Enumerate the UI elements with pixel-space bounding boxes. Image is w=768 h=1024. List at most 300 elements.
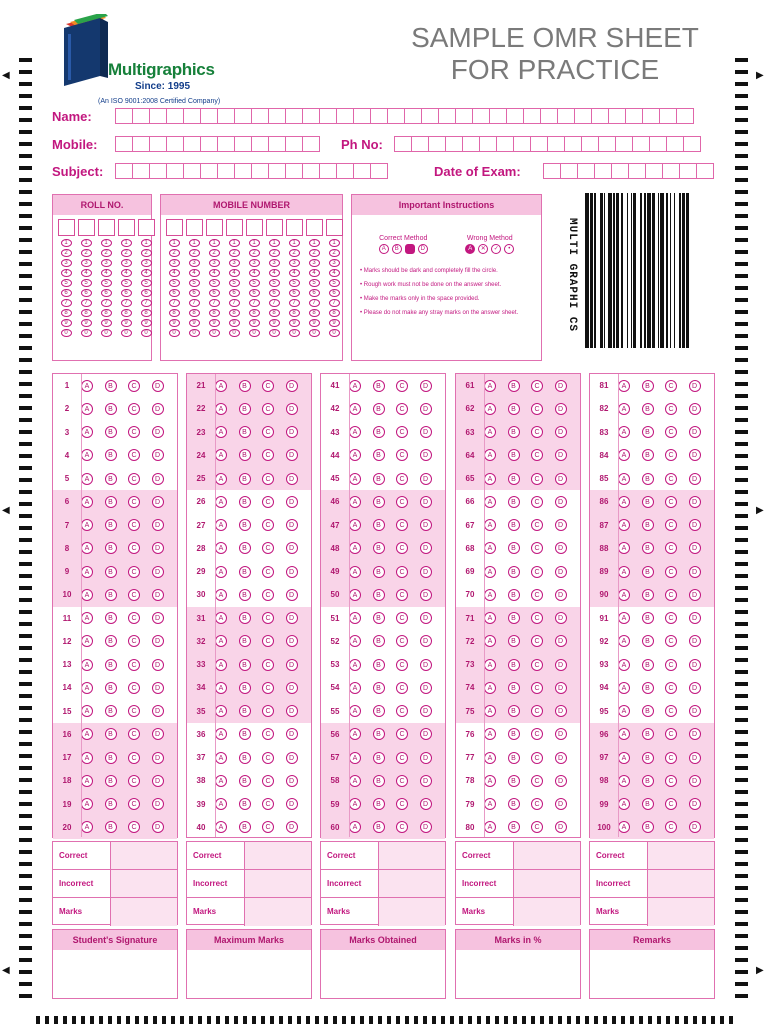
digit-bubble[interactable]: 3 (249, 259, 260, 267)
answer-bubble[interactable]: A (215, 775, 227, 787)
answer-bubble[interactable]: A (215, 566, 227, 578)
digit-bubble[interactable]: 5 (169, 279, 180, 287)
digit-bubble[interactable]: 8 (269, 309, 280, 317)
answer-bubble[interactable]: C (128, 426, 140, 438)
answer-bubble[interactable]: D (420, 798, 432, 810)
write-box[interactable] (268, 136, 286, 152)
answer-bubble[interactable]: A (618, 542, 630, 554)
answer-bubble[interactable]: A (81, 682, 93, 694)
digit-bubble[interactable]: 0 (189, 329, 200, 337)
answer-bubble[interactable]: A (81, 659, 93, 671)
answer-bubble[interactable]: D (152, 798, 164, 810)
answer-bubble[interactable]: A (618, 403, 630, 415)
answer-bubble[interactable]: D (555, 519, 567, 531)
answer-bubble[interactable]: B (105, 426, 117, 438)
answer-bubble[interactable]: B (373, 519, 385, 531)
answer-bubble[interactable]: A (349, 426, 361, 438)
answer-bubble[interactable]: C (262, 821, 274, 833)
answer-bubble[interactable]: B (508, 612, 520, 624)
write-box[interactable] (666, 136, 684, 152)
answer-bubble[interactable]: A (484, 496, 496, 508)
answer-bubble[interactable]: D (152, 449, 164, 461)
answer-bubble[interactable]: B (239, 426, 251, 438)
answer-bubble[interactable]: D (420, 542, 432, 554)
digit-bubble[interactable]: 7 (141, 299, 152, 307)
answer-bubble[interactable]: C (128, 728, 140, 740)
write-box[interactable] (547, 136, 565, 152)
answer-bubble[interactable]: C (531, 426, 543, 438)
answer-bubble[interactable]: A (484, 566, 496, 578)
digit-bubble[interactable]: 0 (141, 329, 152, 337)
answer-bubble[interactable]: A (618, 821, 630, 833)
answer-bubble[interactable]: D (152, 566, 164, 578)
answer-bubble[interactable]: B (105, 380, 117, 392)
roll-no-bubble-grid[interactable] (57, 219, 155, 339)
write-box[interactable] (404, 108, 422, 124)
write-box[interactable] (438, 108, 456, 124)
digit-bubble[interactable]: 0 (61, 329, 72, 337)
digit-bubble[interactable]: 3 (141, 259, 152, 267)
summary-box[interactable] (186, 929, 312, 999)
answer-bubble[interactable]: B (508, 403, 520, 415)
write-box[interactable] (149, 108, 167, 124)
answer-bubble[interactable]: A (618, 612, 630, 624)
digit-bubble[interactable]: 1 (189, 239, 200, 247)
answer-bubble[interactable]: C (531, 798, 543, 810)
digit-bubble[interactable]: 6 (141, 289, 152, 297)
answer-bubble[interactable]: D (152, 775, 164, 787)
answer-bubble[interactable]: B (373, 775, 385, 787)
answer-bubble[interactable]: B (239, 821, 251, 833)
write-box[interactable] (353, 163, 371, 179)
answer-bubble[interactable]: A (618, 589, 630, 601)
write-box[interactable] (696, 163, 714, 179)
digit-bubble[interactable]: 5 (189, 279, 200, 287)
write-box[interactable] (645, 163, 663, 179)
answer-bubble[interactable]: A (215, 821, 227, 833)
answer-bubble[interactable]: D (420, 775, 432, 787)
answer-bubble[interactable]: D (689, 728, 701, 740)
write-box[interactable] (523, 108, 541, 124)
write-box[interactable] (183, 136, 201, 152)
answer-bubble[interactable]: A (349, 728, 361, 740)
answer-bubble[interactable]: C (665, 705, 677, 717)
answer-bubble[interactable]: A (484, 752, 496, 764)
answer-bubble[interactable]: D (555, 496, 567, 508)
answer-bubble[interactable]: C (128, 519, 140, 531)
answer-bubble[interactable]: B (508, 752, 520, 764)
answer-bubble[interactable]: D (689, 380, 701, 392)
write-box[interactable] (166, 136, 184, 152)
digit-bubble[interactable]: 9 (121, 319, 132, 327)
digit-bubble[interactable]: 7 (209, 299, 220, 307)
answer-bubble[interactable]: D (152, 380, 164, 392)
answer-bubble[interactable]: C (128, 635, 140, 647)
answer-bubble[interactable]: D (689, 775, 701, 787)
answer-bubble[interactable]: B (642, 519, 654, 531)
answer-bubble[interactable]: C (128, 682, 140, 694)
answer-bubble[interactable]: A (618, 705, 630, 717)
answer-bubble[interactable]: A (215, 380, 227, 392)
answer-bubble[interactable]: C (531, 380, 543, 392)
digit-bubble[interactable]: 8 (229, 309, 240, 317)
answer-bubble[interactable]: B (373, 566, 385, 578)
answer-bubble[interactable]: D (689, 589, 701, 601)
answer-bubble[interactable]: D (152, 659, 164, 671)
digit-bubble[interactable]: 6 (101, 289, 112, 297)
write-box[interactable] (608, 108, 626, 124)
digit-bubble[interactable]: 4 (209, 269, 220, 277)
answer-bubble[interactable]: C (128, 380, 140, 392)
answer-bubble[interactable]: B (239, 635, 251, 647)
digit-bubble[interactable]: 4 (249, 269, 260, 277)
digit-bubble[interactable]: 5 (121, 279, 132, 287)
answer-bubble[interactable]: B (642, 496, 654, 508)
answer-bubble[interactable]: B (105, 519, 117, 531)
digit-bubble[interactable]: 6 (309, 289, 320, 297)
answer-bubble[interactable]: A (618, 728, 630, 740)
answer-bubble[interactable]: C (128, 589, 140, 601)
answer-bubble[interactable]: C (396, 612, 408, 624)
write-box[interactable] (319, 108, 337, 124)
digit-bubble[interactable]: 6 (209, 289, 220, 297)
digit-bubble[interactable]: 5 (81, 279, 92, 287)
answer-bubble[interactable]: B (239, 566, 251, 578)
answer-bubble[interactable]: B (239, 612, 251, 624)
digit-bubble[interactable]: 3 (121, 259, 132, 267)
write-box[interactable] (564, 136, 582, 152)
answer-bubble[interactable]: B (642, 612, 654, 624)
write-box[interactable] (679, 163, 697, 179)
answer-bubble[interactable]: A (484, 426, 496, 438)
digit-bubble[interactable]: 6 (81, 289, 92, 297)
digit-bubble[interactable]: 1 (309, 239, 320, 247)
score-value-field[interactable] (514, 842, 580, 869)
answer-bubble[interactable]: C (396, 403, 408, 415)
answer-bubble[interactable]: A (215, 612, 227, 624)
answer-bubble[interactable]: A (81, 519, 93, 531)
answer-bubble[interactable]: B (508, 775, 520, 787)
digit-bubble[interactable]: 4 (269, 269, 280, 277)
digit-bubble[interactable]: 9 (289, 319, 300, 327)
digit-bubble[interactable]: 9 (189, 319, 200, 327)
answer-bubble[interactable]: C (665, 519, 677, 531)
digit-bubble[interactable]: 2 (249, 249, 260, 257)
summary-box[interactable] (52, 929, 178, 999)
digit-bubble[interactable]: 3 (289, 259, 300, 267)
write-box[interactable] (302, 163, 320, 179)
digit-bubble[interactable]: 1 (209, 239, 220, 247)
answer-bubble[interactable]: B (373, 682, 385, 694)
write-box[interactable] (598, 136, 616, 152)
write-box[interactable] (462, 136, 480, 152)
answer-bubble[interactable]: C (128, 542, 140, 554)
digit-bubble[interactable]: 7 (81, 299, 92, 307)
write-box[interactable] (387, 108, 405, 124)
write-box[interactable] (472, 108, 490, 124)
digit-bubble[interactable]: 0 (289, 329, 300, 337)
digit-bubble[interactable]: 4 (61, 269, 72, 277)
answer-bubble[interactable]: D (555, 403, 567, 415)
digit-write-box[interactable] (206, 219, 223, 236)
answer-bubble[interactable]: C (128, 473, 140, 485)
answer-bubble[interactable]: A (215, 752, 227, 764)
digit-write-box[interactable] (138, 219, 155, 236)
answer-bubble[interactable]: B (239, 775, 251, 787)
score-value-field[interactable] (379, 898, 445, 926)
answer-bubble[interactable]: A (215, 519, 227, 531)
answer-bubble[interactable]: B (239, 403, 251, 415)
answer-bubble[interactable]: D (286, 449, 298, 461)
write-box[interactable] (336, 163, 354, 179)
write-box[interactable] (285, 136, 303, 152)
answer-bubble[interactable]: A (484, 519, 496, 531)
answer-bubble[interactable]: D (555, 426, 567, 438)
answer-bubble[interactable]: B (373, 449, 385, 461)
answer-bubble[interactable]: A (349, 612, 361, 624)
digit-bubble[interactable]: 2 (121, 249, 132, 257)
digit-bubble[interactable]: 5 (101, 279, 112, 287)
answer-bubble[interactable]: C (128, 496, 140, 508)
write-box[interactable] (428, 136, 446, 152)
digit-write-box[interactable] (246, 219, 263, 236)
answer-bubble[interactable]: A (81, 473, 93, 485)
answer-bubble[interactable]: A (349, 659, 361, 671)
write-box[interactable] (285, 108, 303, 124)
answer-bubble[interactable]: B (373, 635, 385, 647)
digit-bubble[interactable]: 9 (101, 319, 112, 327)
digit-bubble[interactable]: 6 (289, 289, 300, 297)
digit-write-box[interactable] (286, 219, 303, 236)
digit-bubble[interactable]: 3 (329, 259, 340, 267)
score-value-field[interactable] (514, 870, 580, 897)
write-box[interactable] (217, 108, 235, 124)
answer-bubble[interactable]: A (81, 496, 93, 508)
summary-box[interactable] (455, 929, 581, 999)
digit-bubble[interactable]: 5 (229, 279, 240, 287)
answer-bubble[interactable]: C (665, 821, 677, 833)
answer-bubble[interactable]: B (642, 566, 654, 578)
answer-bubble[interactable]: A (484, 612, 496, 624)
write-box[interactable] (302, 136, 320, 152)
answer-bubble[interactable]: C (665, 775, 677, 787)
answer-bubble[interactable]: D (152, 403, 164, 415)
answer-bubble[interactable]: C (531, 728, 543, 740)
answer-bubble[interactable]: C (531, 659, 543, 671)
score-value-field[interactable] (514, 898, 580, 926)
digit-bubble[interactable]: 9 (209, 319, 220, 327)
answer-bubble[interactable]: B (239, 496, 251, 508)
answer-bubble[interactable]: D (689, 496, 701, 508)
answer-bubble[interactable]: A (81, 728, 93, 740)
answer-bubble[interactable]: D (286, 775, 298, 787)
write-box[interactable] (302, 108, 320, 124)
write-box[interactable] (557, 108, 575, 124)
answer-bubble[interactable]: C (531, 821, 543, 833)
answer-bubble[interactable]: D (555, 821, 567, 833)
write-box[interactable] (455, 108, 473, 124)
write-box[interactable] (166, 163, 184, 179)
digit-bubble[interactable]: 3 (269, 259, 280, 267)
digit-bubble[interactable]: 6 (189, 289, 200, 297)
answer-bubble[interactable]: C (396, 426, 408, 438)
digit-bubble[interactable]: 8 (101, 309, 112, 317)
answer-bubble[interactable]: C (262, 705, 274, 717)
answer-bubble[interactable]: A (215, 542, 227, 554)
digit-bubble[interactable]: 9 (269, 319, 280, 327)
digit-bubble[interactable]: 9 (309, 319, 320, 327)
answer-bubble[interactable]: A (618, 566, 630, 578)
answer-bubble[interactable]: A (484, 473, 496, 485)
answer-bubble[interactable]: B (105, 566, 117, 578)
answer-bubble[interactable]: D (420, 426, 432, 438)
digit-bubble[interactable]: 0 (169, 329, 180, 337)
answer-bubble[interactable]: A (349, 519, 361, 531)
answer-bubble[interactable]: B (105, 403, 117, 415)
digit-bubble[interactable]: 8 (249, 309, 260, 317)
write-box[interactable] (251, 108, 269, 124)
answer-bubble[interactable]: C (531, 589, 543, 601)
answer-bubble[interactable]: B (642, 682, 654, 694)
digit-bubble[interactable]: 6 (169, 289, 180, 297)
answer-bubble[interactable]: D (555, 473, 567, 485)
answer-bubble[interactable]: D (555, 705, 567, 717)
digit-bubble[interactable]: 6 (229, 289, 240, 297)
answer-bubble[interactable]: A (484, 775, 496, 787)
digit-write-box[interactable] (118, 219, 135, 236)
answer-bubble[interactable]: B (239, 449, 251, 461)
answer-bubble[interactable]: B (373, 426, 385, 438)
answer-bubble[interactable]: D (286, 589, 298, 601)
digit-bubble[interactable]: 3 (309, 259, 320, 267)
answer-bubble[interactable]: A (484, 821, 496, 833)
answer-bubble[interactable]: B (508, 798, 520, 810)
digit-bubble[interactable]: 2 (289, 249, 300, 257)
score-value-field[interactable] (111, 898, 177, 926)
score-value-field[interactable] (648, 898, 714, 926)
score-value-field[interactable] (245, 898, 311, 926)
answer-bubble[interactable]: D (286, 682, 298, 694)
answer-bubble[interactable]: C (531, 775, 543, 787)
digit-bubble[interactable]: 1 (121, 239, 132, 247)
write-box[interactable] (234, 108, 252, 124)
digit-bubble[interactable]: 0 (269, 329, 280, 337)
answer-bubble[interactable]: B (642, 426, 654, 438)
answer-bubble[interactable]: C (128, 705, 140, 717)
answer-bubble[interactable]: D (152, 682, 164, 694)
write-box[interactable] (581, 136, 599, 152)
answer-bubble[interactable]: B (508, 635, 520, 647)
answer-bubble[interactable]: B (239, 798, 251, 810)
write-box[interactable] (268, 108, 286, 124)
answer-bubble[interactable]: C (531, 705, 543, 717)
answer-bubble[interactable]: A (349, 705, 361, 717)
subject-field[interactable] (115, 163, 387, 179)
digit-bubble[interactable]: 8 (121, 309, 132, 317)
digit-bubble[interactable]: 7 (189, 299, 200, 307)
write-box[interactable] (200, 108, 218, 124)
answer-bubble[interactable]: D (286, 473, 298, 485)
answer-bubble[interactable]: D (286, 542, 298, 554)
answer-bubble[interactable]: A (618, 682, 630, 694)
digit-bubble[interactable]: 8 (61, 309, 72, 317)
digit-bubble[interactable]: 4 (309, 269, 320, 277)
answer-bubble[interactable]: A (215, 682, 227, 694)
answer-bubble[interactable]: B (373, 403, 385, 415)
answer-bubble[interactable]: A (618, 659, 630, 671)
write-box[interactable] (530, 136, 548, 152)
answer-bubble[interactable]: D (689, 519, 701, 531)
answer-bubble[interactable]: B (373, 589, 385, 601)
answer-bubble[interactable]: B (642, 589, 654, 601)
answer-bubble[interactable]: A (349, 542, 361, 554)
answer-bubble[interactable]: C (665, 589, 677, 601)
answer-bubble[interactable]: D (286, 566, 298, 578)
write-box[interactable] (659, 108, 677, 124)
write-box[interactable] (149, 136, 167, 152)
digit-bubble[interactable]: 0 (101, 329, 112, 337)
answer-bubble[interactable]: C (396, 449, 408, 461)
answer-bubble[interactable]: A (81, 589, 93, 601)
score-value-field[interactable] (648, 870, 714, 897)
name-field[interactable] (115, 108, 693, 124)
digit-bubble[interactable]: 7 (169, 299, 180, 307)
answer-bubble[interactable]: C (531, 682, 543, 694)
answer-bubble[interactable]: C (665, 659, 677, 671)
digit-bubble[interactable]: 5 (269, 279, 280, 287)
write-box[interactable] (132, 163, 150, 179)
answer-bubble[interactable]: B (508, 473, 520, 485)
digit-bubble[interactable]: 3 (189, 259, 200, 267)
write-box[interactable] (662, 163, 680, 179)
digit-bubble[interactable]: 1 (141, 239, 152, 247)
digit-bubble[interactable]: 2 (209, 249, 220, 257)
answer-bubble[interactable]: B (105, 659, 117, 671)
answer-bubble[interactable]: A (484, 659, 496, 671)
answer-bubble[interactable]: D (286, 612, 298, 624)
answer-bubble[interactable]: A (81, 635, 93, 647)
answer-bubble[interactable]: C (665, 449, 677, 461)
answer-bubble[interactable]: B (373, 798, 385, 810)
answer-bubble[interactable]: D (420, 449, 432, 461)
summary-box[interactable] (589, 929, 715, 999)
digit-write-box[interactable] (326, 219, 343, 236)
answer-bubble[interactable]: D (420, 612, 432, 624)
write-box[interactable] (183, 163, 201, 179)
digit-bubble[interactable]: 5 (141, 279, 152, 287)
answer-bubble[interactable]: A (215, 635, 227, 647)
answer-bubble[interactable]: C (396, 542, 408, 554)
digit-bubble[interactable]: 4 (101, 269, 112, 277)
answer-bubble[interactable]: A (484, 635, 496, 647)
write-box[interactable] (268, 163, 286, 179)
digit-write-box[interactable] (166, 219, 183, 236)
answer-bubble[interactable]: B (105, 728, 117, 740)
write-box[interactable] (166, 108, 184, 124)
answer-bubble[interactable]: D (420, 589, 432, 601)
score-value-field[interactable] (111, 870, 177, 897)
answer-bubble[interactable]: B (508, 821, 520, 833)
answer-bubble[interactable]: A (484, 705, 496, 717)
answer-bubble[interactable]: D (152, 705, 164, 717)
score-value-field[interactable] (245, 870, 311, 897)
answer-bubble[interactable]: D (286, 496, 298, 508)
answer-bubble[interactable]: B (239, 659, 251, 671)
digit-bubble[interactable]: 6 (121, 289, 132, 297)
answer-bubble[interactable]: B (642, 752, 654, 764)
answer-bubble[interactable]: C (665, 682, 677, 694)
answer-bubble[interactable]: A (618, 798, 630, 810)
